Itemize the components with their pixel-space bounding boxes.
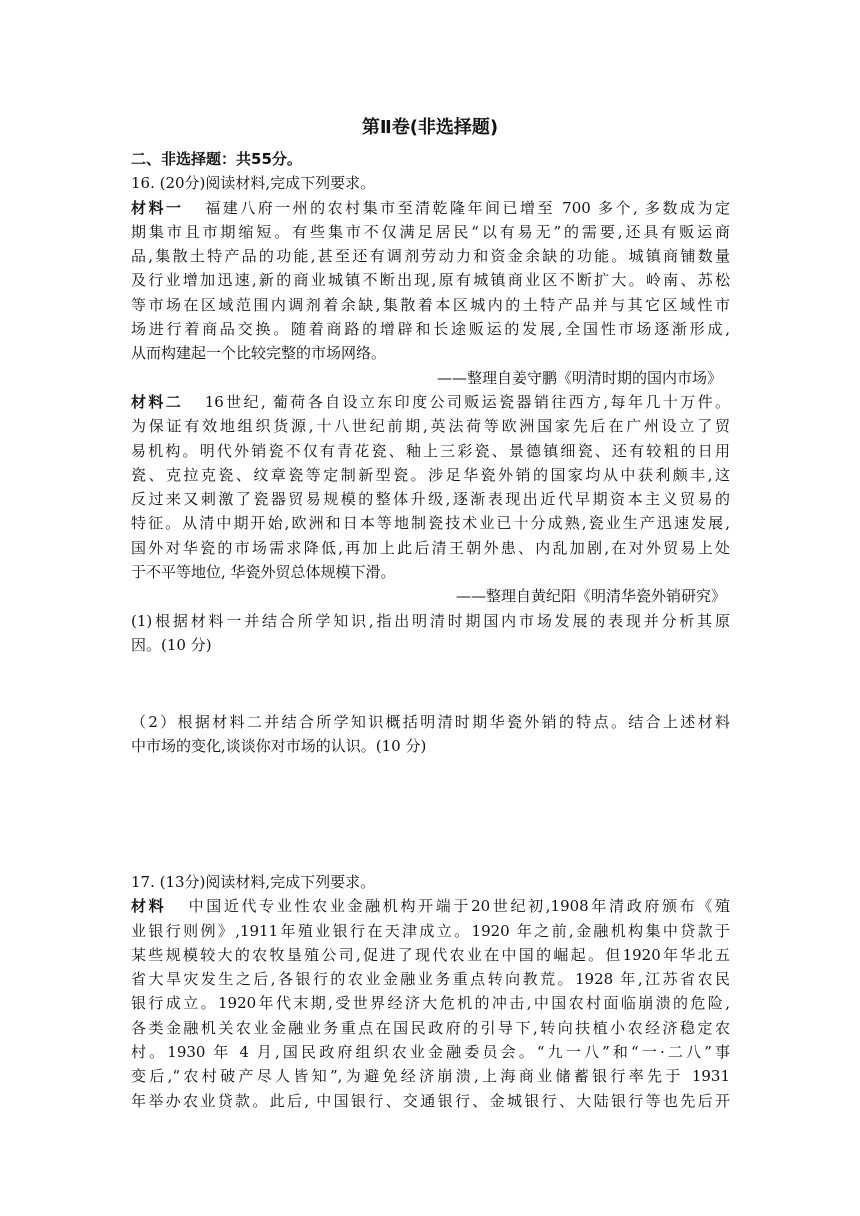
material-2-line: 瓷、克拉克瓷、纹章瓷等定制新型瓷。涉足华瓷外销的国家均从中获利颇丰,这 <box>131 465 730 484</box>
question-16-block <box>131 147 730 657</box>
material-1-line: 及行业增加迅速,新的商业城镇不断出现,原有城镇商业区不断扩大。岭南、苏松 <box>131 271 730 290</box>
material-line: 村。1930 年 4 月,国民政府组织农业金融委员会。“九一八”和“一·二八”事 <box>131 1043 730 1062</box>
material-1-source: ——整理自姜守鹏《明清时期的国内市场》 <box>436 368 722 387</box>
material-line: 银行成立。1920年代末期,受世界经济大危机的冲击,中国农村面临崩溃的危险, <box>131 994 730 1013</box>
material-2-line: 国外对华瓷的市场需求降低,再加上此后清王朝外患、内乱加剧,在对外贸易上处 <box>131 538 730 557</box>
question-17-block <box>131 870 730 1113</box>
subquestion-1-line: 因。(10 分) <box>131 635 212 654</box>
subquestion-1-line: (1)根据材料一并结合所学知识,指出明清时期国内市场发展的表现并分析其原 <box>131 611 730 630</box>
subquestion-2-line: 中市场的变化,谈谈你对市场的认识。(10 分) <box>131 737 427 756</box>
material-2-source: ——整理自黄纪阳《明清华瓷外销研究》 <box>455 587 726 606</box>
material-1-line: 从而构建起一个比较完整的市场网络。 <box>131 344 387 363</box>
material-1-line: 材料一 福建八府一州的农村集市至清乾隆年间已增至 700 多个, 多数成为定 <box>131 198 730 217</box>
material-2-line: 特征。从清中期开始,欧洲和日本等地制瓷技术业已十分成熟,瓷业生产迅速发展, <box>131 514 730 533</box>
material-line: 变后,“农村破产尽人皆知”,为避免经济崩溃,上海商业储蓄银行率先于 1931 <box>131 1067 730 1086</box>
material-line: 材料 中国近代专业性农业金融机构开端于20世纪初,1908年清政府颁布《殖 <box>131 897 730 916</box>
material-1-line: 品,集散土特产品的功能,甚至还有调剂劳动力和资金余缺的功能。城镇商铺数量 <box>131 247 730 266</box>
material-2-line: 反过来又刺激了瓷器贸易规模的整体升级,逐渐表现出近代早期资本主义贸易的 <box>131 490 730 509</box>
material-line: 省大旱灾发生之后,各银行的农业金融业务重点转向教荒。1928 年,江苏省农民 <box>131 970 730 989</box>
subquestion-2-block <box>131 710 730 759</box>
material-line: 业银行则例》,1911年殖业银行在天津成立。1920 年之前,金融机构集中贷款于 <box>131 921 730 940</box>
material-line: 某些规模较大的农牧垦殖公司,促进了现代农业在中国的崛起。但1920年华北五 <box>131 945 730 964</box>
material-2-line: 易机构。明代外销瓷不仅有青花瓷、釉上三彩瓷、景德镇细瓷、还有较粗的日用 <box>131 441 730 460</box>
material-2-line: 材料二 16世纪, 葡荷各自设立东印度公司贩运瓷器销往西方,每年几十万件。 <box>131 392 730 411</box>
material-label: 材料 <box>131 897 167 916</box>
material-line: 年举办农业贷款。此后, 中国银行、交通银行、金城银行、大陆银行等也先后开 <box>131 1091 730 1110</box>
material-1-line: 期集市且市期缩短。有些集市不仅满足居民“以有易无”的需要,还具有贩运商 <box>131 222 730 241</box>
material-2-label: 材料二 <box>131 392 184 411</box>
part-title: 第Ⅱ卷(非选择题) <box>361 117 499 138</box>
material-1-line: 等市场在区域范围内调剂着余缺,集散着本区城内的土特产品并与其它区域性市 <box>131 295 730 314</box>
material-1-label: 材料一 <box>131 198 184 217</box>
subquestion-2-line: （2）根据材料二并结合所学知识概括明清时期华瓷外销的特点。结合上述材料 <box>131 713 730 731</box>
question-17-heading: 17. (13分)阅读材料,完成下列要求。 <box>131 873 376 891</box>
material-2-line: 于不平等地位, 华瓷外贸总体规模下滑。 <box>131 563 396 582</box>
question-16-heading: 16. (20分)阅读材料,完成下列要求。 <box>131 174 376 193</box>
material-2-line: 为保证有效地组织货源,十八世纪前期,英法荷等欧洲国家先后在广州设立了贸 <box>131 417 730 436</box>
material-1-line: 场进行着商品交换。随着商路的增辟和长途贩运的发展,全国性市场逐渐形成, <box>131 320 730 339</box>
section-heading: 二、非选择题：共55分。 <box>131 150 302 168</box>
material-line: 各类金融机关农业金融业务重点在国民政府的引导下,转向扶植小农经济稳定农 <box>131 1018 730 1037</box>
